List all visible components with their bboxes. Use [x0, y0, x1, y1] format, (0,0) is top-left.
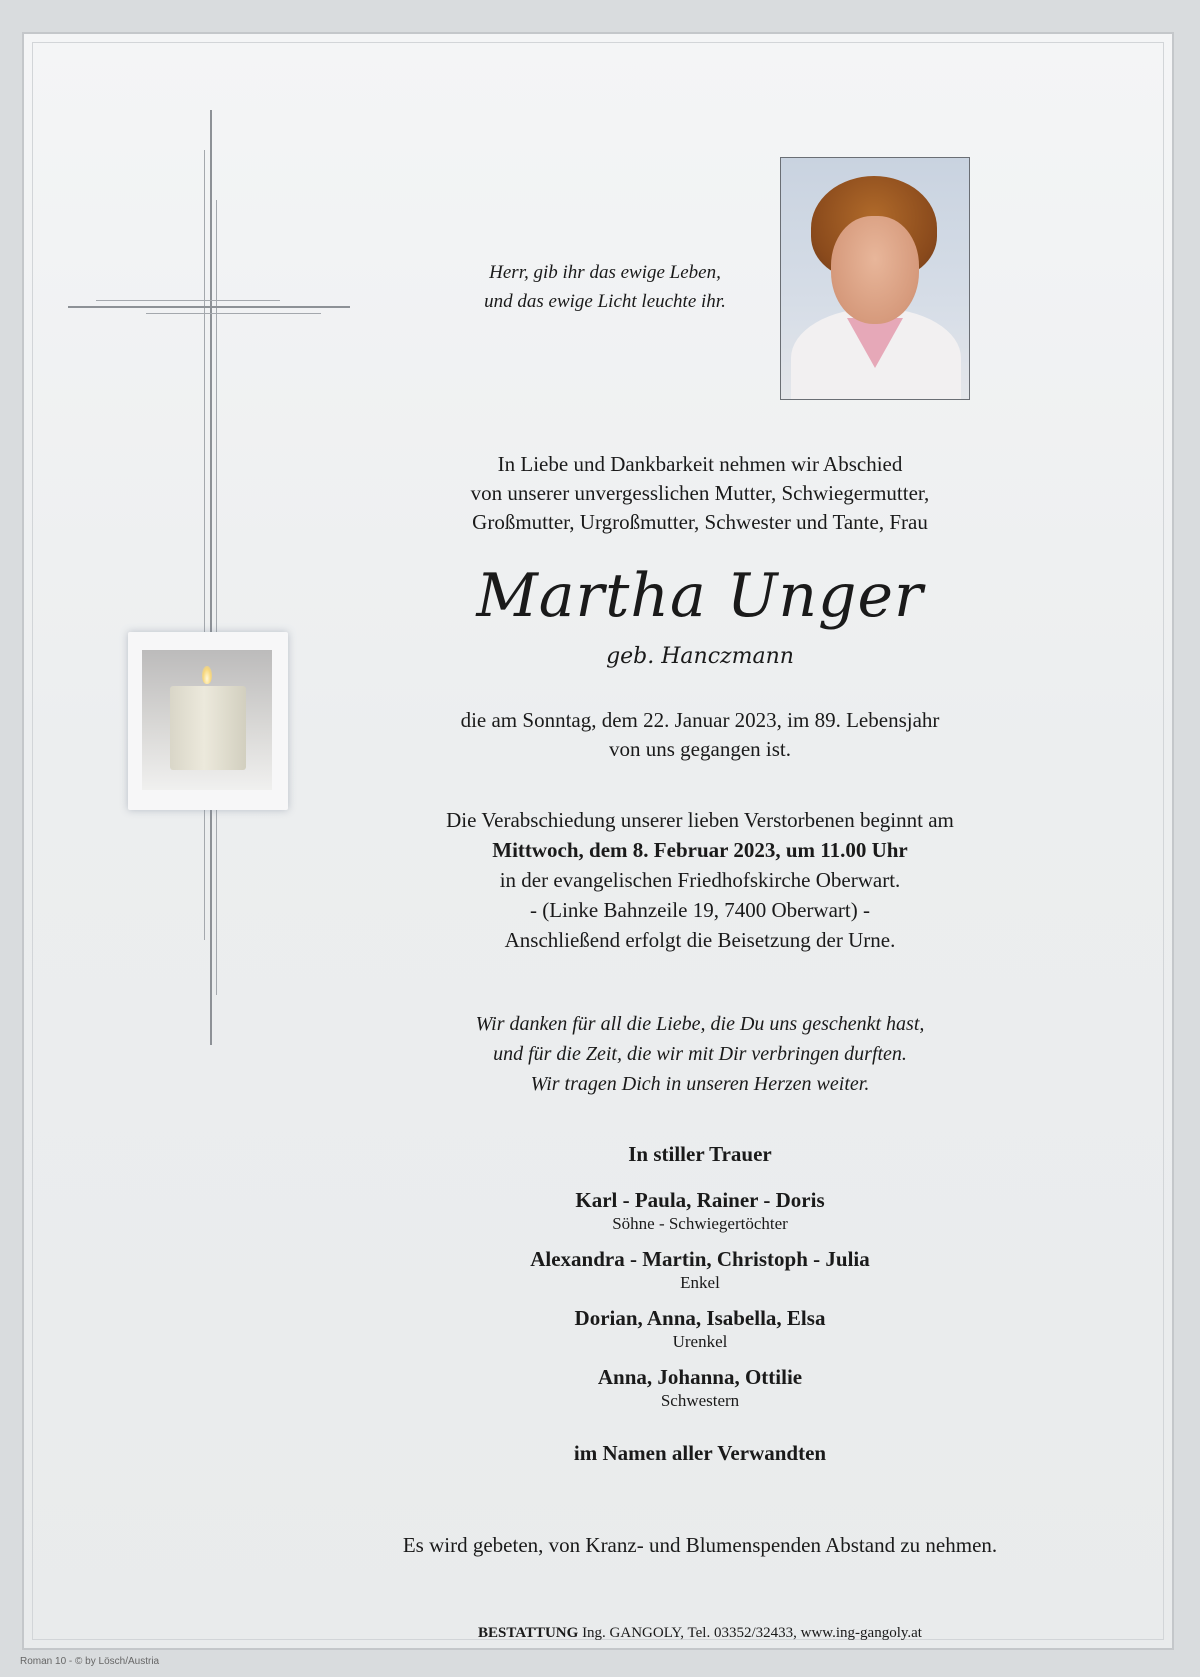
mourner-group [380, 1305, 1020, 1353]
ceremony-line: Die Verabschiedung unserer lieben Verstorbenen beginnt am [446, 808, 954, 832]
prayer-line: und das ewige Licht leuchte ihr. [484, 291, 726, 312]
portrait-photo [780, 157, 970, 400]
mourner-group [380, 1187, 1020, 1235]
prayer-line: Herr, gib ihr das ewige Leben, [489, 262, 721, 283]
candle-body [170, 686, 246, 770]
funeral-home-details: Ing. GANGOLY, Tel. 03352/32433, www.ing-gangoly.at [582, 1625, 922, 1641]
ceremony-line: in der evangelischen Friedhofskirche Oberwart. [499, 868, 901, 892]
relatives-line: im Namen aller Verwandten [573, 1441, 827, 1465]
photo-face [831, 216, 919, 324]
copyright-note: Roman 10 - © by Lösch/Austria [20, 1656, 160, 1667]
mourner-names: Karl - Paula, Rainer - Doris [575, 1188, 825, 1212]
prayer-verse [440, 258, 770, 316]
candle-icon [128, 632, 288, 810]
mourner-role: Enkel [680, 1273, 720, 1292]
mourner-names: Alexandra - Martin, Christoph - Julia [530, 1247, 870, 1271]
funeral-home-name: BESTATTUNG [478, 1625, 579, 1641]
candle-background [142, 650, 272, 790]
candle-flame [202, 666, 212, 684]
death-line: die am Sonntag, dem 22. Januar 2023, im 89. Lebensjahr [460, 708, 940, 732]
ceremony-line: Anschließend erfolgt die Beisetzung der Urne. [504, 928, 896, 952]
mourner-group [380, 1246, 1020, 1294]
mourner-role: Söhne - Schwiegertöchter [612, 1214, 788, 1233]
mourner-role: Schwestern [660, 1391, 740, 1410]
mourner-role: Urenkel [672, 1332, 728, 1351]
mourner-names: Anna, Johanna, Ottilie [597, 1365, 803, 1389]
mourner-group [380, 1364, 1020, 1412]
thanks-line: Wir danken für all die Liebe, die Du uns geschenkt hast, [475, 1013, 925, 1035]
ceremony-date: Mittwoch, dem 8. Februar 2023, um 11.00 Uhr [492, 838, 908, 862]
thanks-line: und für die Zeit, die wir mit Dir verbringen durften. [493, 1043, 907, 1065]
thanks-verse [380, 1009, 1020, 1099]
intro-text [380, 450, 1020, 537]
ceremony-info [380, 805, 1020, 955]
thanks-line: Wir tragen Dich in unseren Herzen weiter. [530, 1073, 870, 1095]
deceased-name: Martha Unger [476, 561, 924, 631]
death-line: von uns gegangen ist. [609, 737, 791, 761]
mourners-list [380, 1187, 1020, 1423]
mourner-names: Dorian, Anna, Isabella, Elsa [574, 1306, 826, 1330]
ceremony-address: - (Linke Bahnzeile 19, 7400 Oberwart) - [530, 898, 870, 922]
funeral-home-footer [330, 1623, 1070, 1643]
mourning-title: In stiller Trauer [628, 1142, 772, 1166]
intro-line: In Liebe und Dankbarkeit nehmen wir Abschied [497, 452, 903, 476]
birth-name: geb. Hanczmann [606, 644, 794, 669]
intro-line: Großmutter, Urgroßmutter, Schwester und Tante, Frau [472, 510, 928, 534]
intro-line: von unserer unvergesslichen Mutter, Schwiegermutter, [470, 481, 930, 505]
flower-request: Es wird gebeten, von Kranz- und Blumenspenden Abstand zu nehmen. [402, 1533, 998, 1557]
death-notice [380, 706, 1020, 764]
